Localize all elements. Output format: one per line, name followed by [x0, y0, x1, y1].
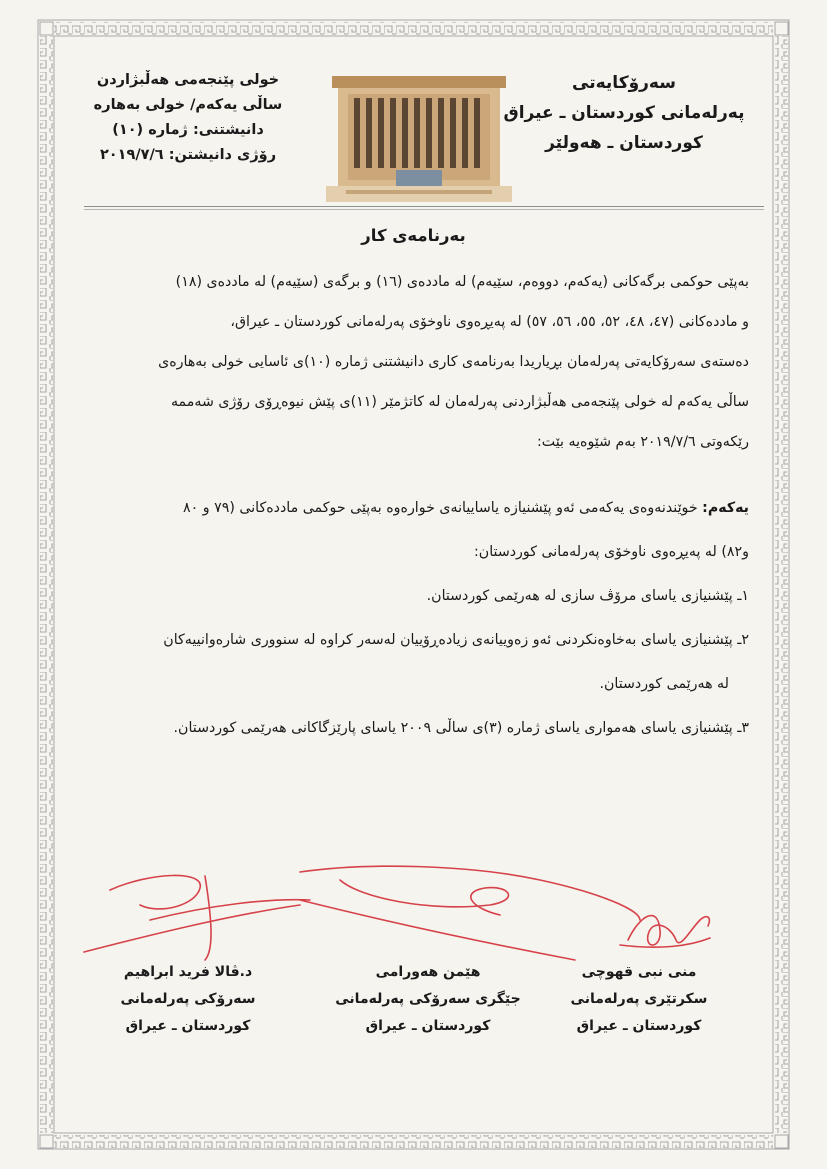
agenda-item [71, 706, 749, 750]
agenda-item-number: ١ـ [737, 588, 749, 604]
document-title: بەرنامەی کار [361, 226, 466, 245]
intro-line: ساڵی یەکەم لە خولی پێنجەمی هەڵبژاردنی پەرلەمان لە کاتژمێر (١١)ی پێش نیوەڕۆی رۆژی شەممە [170, 394, 749, 410]
agenda-item [71, 574, 749, 618]
signatory-place: کوردستان ـ عیراق [125, 1018, 251, 1034]
intro-line: رێکەوتی ٢٠١٩/٧/٦ بەم شێوەیە بێت: [537, 434, 749, 450]
agenda-section-first [71, 486, 749, 750]
agenda-first-text: خوێندنەوەی یەکەمی ئەو پێشنیازە یاساییانەی خوارەوە بەپێی حوکمی ماددەکانی (٧٩ و ٨٠ [182, 500, 698, 516]
session-year: ساڵی یەکەم/ خولی بەهارە [93, 97, 283, 113]
signatory-role: سەرۆکی پەرلەمانی [120, 991, 256, 1007]
signatory-name: د.ڤالا فرید ابراهیم [123, 964, 253, 980]
header-divider [84, 206, 764, 210]
agenda-first-line2: و٨٢) لە پەیڕەوی ناوخۆی پەرلەمانی کوردستان: [474, 544, 749, 560]
agenda-item-text: پێشنیازی یاسای مرۆڤ سازی لە هەرێمی کوردستان. [426, 588, 733, 604]
header-institution-line: سەرۆکایەتی [572, 73, 676, 93]
session-number: دانیشتنی: ژمارە (١٠) [112, 122, 264, 138]
session-date: رۆژی دانیشتن: ٢٠١٩/٧/٦ [99, 147, 277, 163]
agenda-item-continued: لە هەرێمی کوردستان. [599, 676, 729, 692]
signatory-speaker [88, 959, 288, 1040]
agenda-first-line [71, 486, 749, 530]
signatory-secretary [539, 959, 739, 1040]
signatory-role: سکرتێری پەرلەمانی [570, 991, 708, 1007]
intro-line: دەستەی سەرۆکایەتی پەرلەمان بڕیاریدا بەرنامەی کاری دانیشتنی ژمارە (١٠)ی ئاسایی خولی بەهارەی [158, 354, 749, 370]
intro-paragraph [71, 262, 749, 462]
header-institution-line: پەرلەمانی کوردستان ـ عیراق [503, 103, 745, 123]
signatory-name: هێمن هەورامی [375, 964, 481, 980]
header-institution [499, 68, 749, 158]
agenda-item-text: پێشنیازی یاسای بەخاوەنکردنی ئەو زەوییانەی زیادەڕۆییان لەسەر کراوە لە سنووری شارەوانییەکان [163, 632, 733, 648]
intro-line: و ماددەکانی (٤٧، ٤٨، ٥٢، ٥٥، ٥٦، ٥٧) لە پەیڕەوی ناوخۆی پەرلەمانی کوردستان ـ عیراق، [230, 314, 749, 330]
agenda-item-text: پێشنیازی یاسای هەمواری یاسای ژمارە (٣)ی ساڵی ٢٠٠٩ یاسای پارێزگاکانی هەرێمی کوردستان. [173, 720, 733, 736]
header-session-info [88, 68, 288, 168]
agenda-item-number: ٢ـ [737, 632, 749, 648]
session-term: خولی پێنجەمی هەڵبژاردن [96, 72, 280, 88]
header-institution-line: کوردستان ـ هەولێر [545, 133, 703, 153]
signatory-role: جێگری سەرۆکی پەرلەمانی [335, 991, 521, 1007]
signatory-name: منی نبی قهوچی [581, 964, 697, 980]
parliament-building-emblem [326, 74, 512, 202]
signatory-deputy-speaker [318, 959, 538, 1040]
agenda-item [71, 618, 749, 662]
agenda-first-label: یەکەم: [702, 500, 749, 516]
agenda-item-number: ٣ـ [737, 720, 749, 736]
signatory-place: کوردستان ـ عیراق [576, 1018, 702, 1034]
intro-line: بەپێی حوکمی برگەکانی (یەکەم، دووەم، سێیەم) لە ماددەی (١٦) و برگەی (سێیەم) لە ماددەی (١٨) [175, 274, 749, 290]
signatory-place: کوردستان ـ عیراق [365, 1018, 491, 1034]
